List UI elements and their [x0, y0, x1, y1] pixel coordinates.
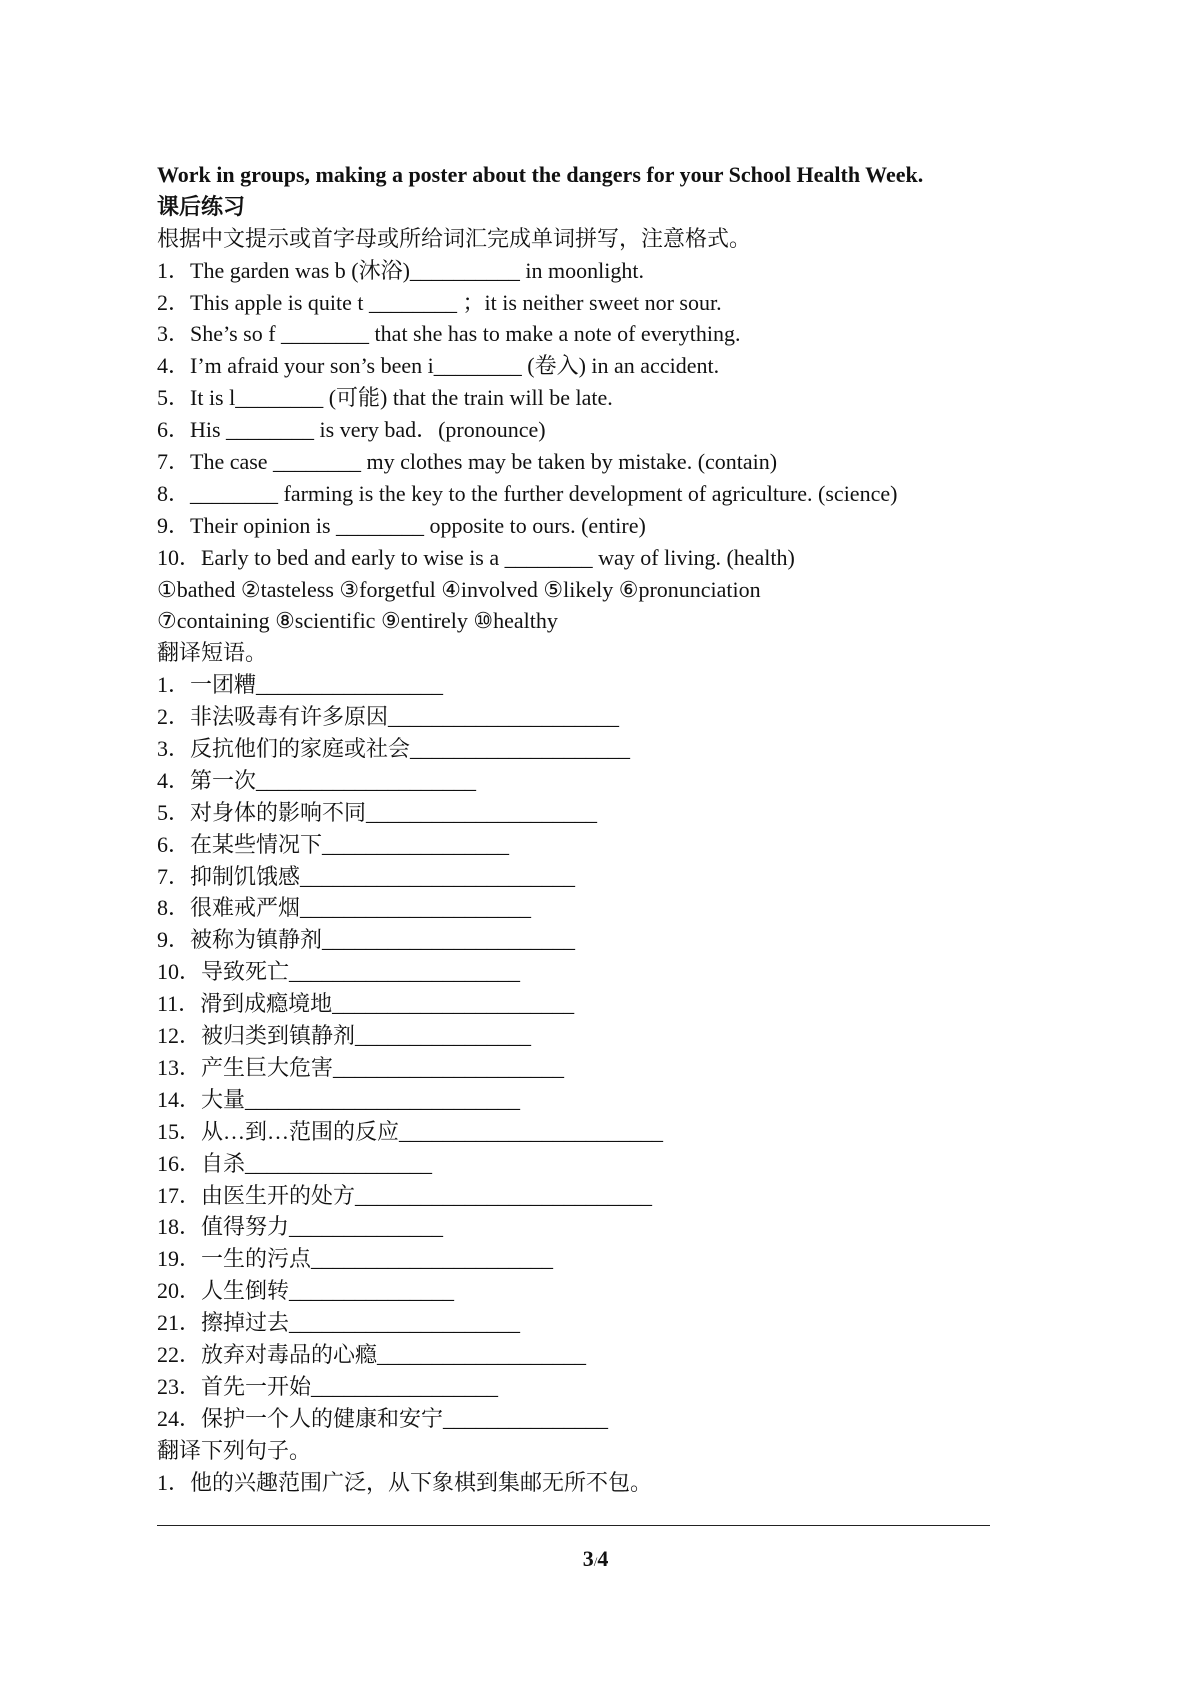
phrase-item: 19．一生的污点______________________ [157, 1246, 554, 1272]
spelling-item: 10．Early to bed and early to wise is a ________ way of living. (health) [157, 544, 795, 570]
heading: Work in groups, making a poster about the dangers for your School Health Week. [157, 162, 924, 187]
page-current: 3 [582, 1546, 594, 1571]
phrase-item: 16．自杀_________________ [157, 1150, 433, 1176]
phrases-instruction: 翻译短语。 [157, 640, 268, 666]
phrase-item: 10．导致死亡_____________________ [157, 959, 521, 985]
spelling-answers: ①bathed ②tasteless ③forgetful ④involved ⑤likely ⑥pronunciation [157, 576, 761, 602]
spelling-instruction: 根据中文提示或首字母或所给词汇完成单词拼写，注意格式。 [157, 225, 752, 251]
spelling-item: 1．The garden was b (沐浴)__________ in moonlight. [157, 257, 644, 283]
phrase-item: 22．放弃对毒品的心瘾___________________ [157, 1341, 587, 1367]
phrase-item: 9．被称为镇静剂_______________________ [157, 927, 576, 953]
phrase-item: 15．从…到…范围的反应________________________ [157, 1118, 664, 1144]
phrase-item: 6．在某些情况下_________________ [157, 831, 510, 857]
phrase-item: 11．滑到成瘾境地______________________ [157, 991, 575, 1017]
page-number [0, 1546, 1191, 1572]
phrase-item: 4．第一次____________________ [157, 767, 477, 793]
phrase-item: 13．产生巨大危害_____________________ [157, 1054, 565, 1080]
phrase-item: 3．反抗他们的家庭或社会____________________ [157, 736, 631, 762]
spelling-item: 8．________ farming is the key to the further development of agriculture. (science) [157, 480, 898, 506]
phrase-item: 12．被归类到镇静剂________________ [157, 1023, 532, 1049]
spelling-item: 3．She’s so f ________ that she has to make a note of everything. [157, 321, 741, 347]
spelling-answers: ⑦containing ⑧scientific ⑨entirely ⑩healthy [157, 608, 558, 634]
phrase-item: 17．由医生开的处方___________________________ [157, 1182, 653, 1208]
phrase-item: 1．一团糟_________________ [157, 672, 444, 698]
phrase-item: 23．首先一开始_________________ [157, 1373, 499, 1399]
page-total: 4 [597, 1546, 609, 1571]
spelling-item: 2．This apple is quite t ________ ；it is neither sweet nor sour. [157, 289, 722, 315]
worksheet-body [157, 159, 1037, 1498]
spelling-item: 7．The case ________ my clothes may be taken by mistake. (contain) [157, 449, 778, 475]
spelling-item: 4．I’m afraid your son’s been i________ (卷入) in an accident. [157, 353, 720, 379]
section-title: 课后练习 [157, 193, 246, 219]
sentence-item: 1．他的兴趣范围广泛，从下象棋到集邮无所不包。 [157, 1469, 653, 1495]
phrase-item: 7．抑制饥饿感_________________________ [157, 863, 576, 889]
phrase-item: 14．大量_________________________ [157, 1086, 521, 1112]
phrase-item: 20．人生倒转_______________ [157, 1278, 455, 1304]
answer-line [157, 1525, 990, 1526]
page-separator: / [593, 1554, 598, 1569]
phrase-item: 8．很难戒严烟_____________________ [157, 895, 532, 921]
phrase-item: 5．对身体的影响不同_____________________ [157, 799, 598, 825]
phrase-item: 21．擦掉过去_____________________ [157, 1310, 521, 1336]
phrase-item: 24．保护一个人的健康和安宁_______________ [157, 1405, 609, 1431]
phrase-item: 18．值得努力______________ [157, 1214, 444, 1240]
sentences-instruction: 翻译下列句子。 [157, 1437, 312, 1463]
spelling-item: 5．It is l________ (可能) that the train will be late. [157, 385, 613, 411]
phrase-item: 2．非法吸毒有许多原因_____________________ [157, 704, 620, 730]
spelling-item: 6．His ________ is very bad．(pronounce) [157, 417, 546, 443]
spelling-item: 9．Their opinion is ________ opposite to ours. (entire) [157, 512, 646, 538]
